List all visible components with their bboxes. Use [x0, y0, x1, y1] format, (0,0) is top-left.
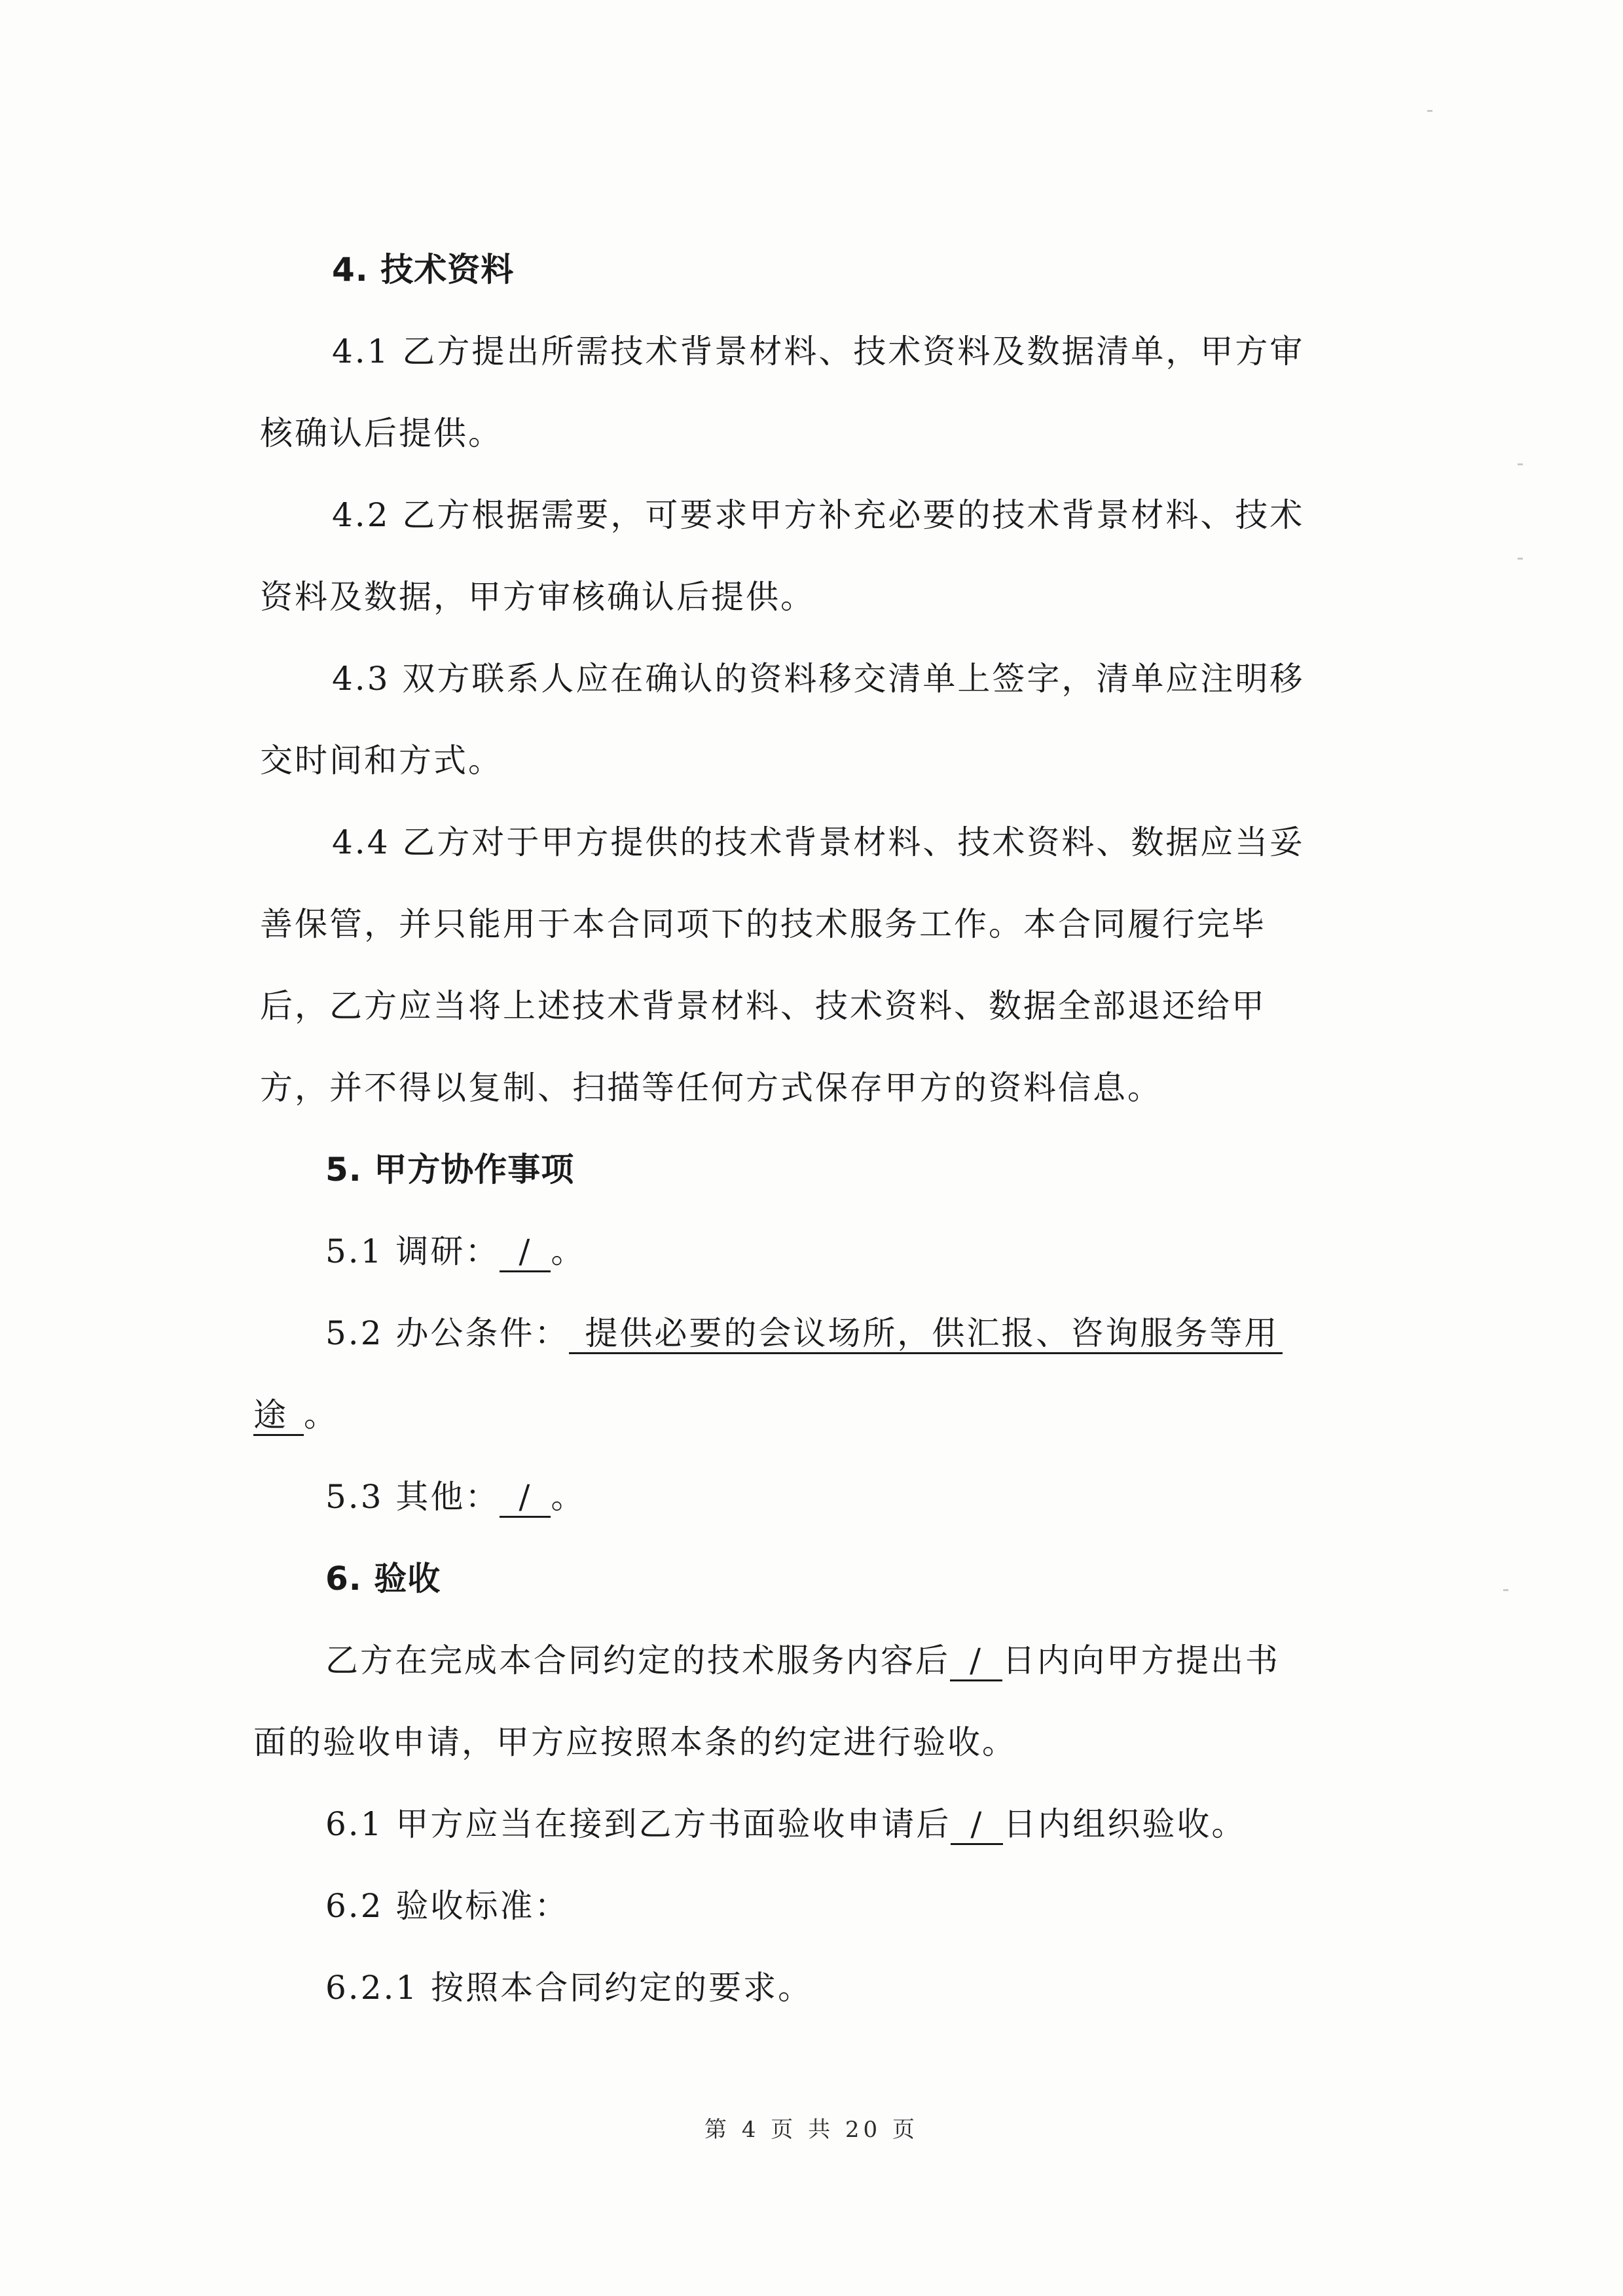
- clause-5-2-end: 。: [304, 1396, 338, 1434]
- clause-5-1: [325, 1230, 585, 1272]
- clause-4-1-line-1: 4.1 乙方提出所需技术背景材料、技术资料及数据清单，甲方审: [332, 332, 1305, 370]
- clause-5-2-line-2: [253, 1394, 338, 1436]
- clause-5-1-label: 5.1 调研：: [325, 1232, 500, 1270]
- scan-speck: [1427, 110, 1432, 112]
- clause-5-2-fill-1: 提供必要的会议场所，供汇报、咨询服务等用: [569, 1314, 1283, 1354]
- clause-6-2: 6.2 验收标准：: [325, 1887, 570, 1925]
- clause-4-2-line-2: 资料及数据，甲方审核确认后提供。: [260, 578, 815, 616]
- clause-4-1-line-2: 核确认后提供。: [260, 414, 503, 452]
- clause-5-2-fill-2: 途: [253, 1396, 304, 1436]
- clause-6-1: [325, 1803, 1246, 1845]
- clause-5-1-fill: /: [500, 1232, 551, 1272]
- clause-6-1-post: 日内组织验收。: [1003, 1805, 1247, 1843]
- clause-4-3-line-2: 交时间和方式。: [260, 742, 503, 780]
- clause-4-4-line-2: 善保管，并只能用于本合同项下的技术服务工作。本合同履行完毕: [260, 905, 1266, 943]
- clause-5-2-line-1: [325, 1312, 1283, 1354]
- clause-4-4-line-1: 4.4 乙方对于甲方提供的技术背景材料、技术资料、数据应当妥: [332, 823, 1305, 861]
- clause-5-3-end: 。: [551, 1478, 586, 1516]
- scan-speck: [1518, 463, 1523, 465]
- section-4-heading: 4. 技术资料: [332, 251, 515, 289]
- scan-speck: [1518, 558, 1523, 560]
- clause-4-3-line-1: 4.3 双方联系人应在确认的资料移交清单上签字，清单应注明移: [332, 660, 1305, 698]
- clause-6-intro-fill: /: [950, 1641, 1002, 1681]
- clause-5-3-label: 5.3 其他：: [325, 1478, 500, 1516]
- page-number-footer: 第 4 页 共 20 页: [704, 2117, 919, 2143]
- clause-6-intro-pre: 乙方在完成本合同约定的技术服务内容后: [325, 1641, 950, 1679]
- clause-6-1-pre: 6.1 甲方应当在接到乙方书面验收申请后: [325, 1805, 951, 1843]
- clause-6-1-fill: /: [951, 1805, 1003, 1845]
- clause-5-1-end: 。: [551, 1232, 586, 1270]
- clause-4-4-line-4: 方，并不得以复制、扫描等任何方式保存甲方的资料信息。: [260, 1069, 1162, 1107]
- clause-6-intro-line-2: 面的验收申请，甲方应按照本条的约定进行验收。: [253, 1723, 1017, 1761]
- clause-4-2-line-1: 4.2 乙方根据需要，可要求甲方补充必要的技术背景材料、技术: [332, 496, 1305, 534]
- section-5-heading: 5. 甲方协作事项: [325, 1151, 575, 1189]
- clause-6-intro-post: 日内向甲方提出书: [1002, 1641, 1280, 1679]
- clause-5-2-label: 5.2 办公条件：: [325, 1314, 570, 1352]
- clause-5-3-fill: /: [500, 1478, 551, 1518]
- scan-speck: [1503, 1589, 1508, 1591]
- clause-5-3: [325, 1476, 585, 1518]
- section-6-heading: 6. 验收: [325, 1560, 441, 1598]
- clause-6-intro-line-1: [325, 1640, 1280, 1681]
- clause-4-4-line-3: 后，乙方应当将上述技术背景材料、技术资料、数据全部退还给甲: [260, 987, 1266, 1025]
- clause-6-2-1: 6.2.1 按照本合同约定的要求。: [325, 1969, 813, 2007]
